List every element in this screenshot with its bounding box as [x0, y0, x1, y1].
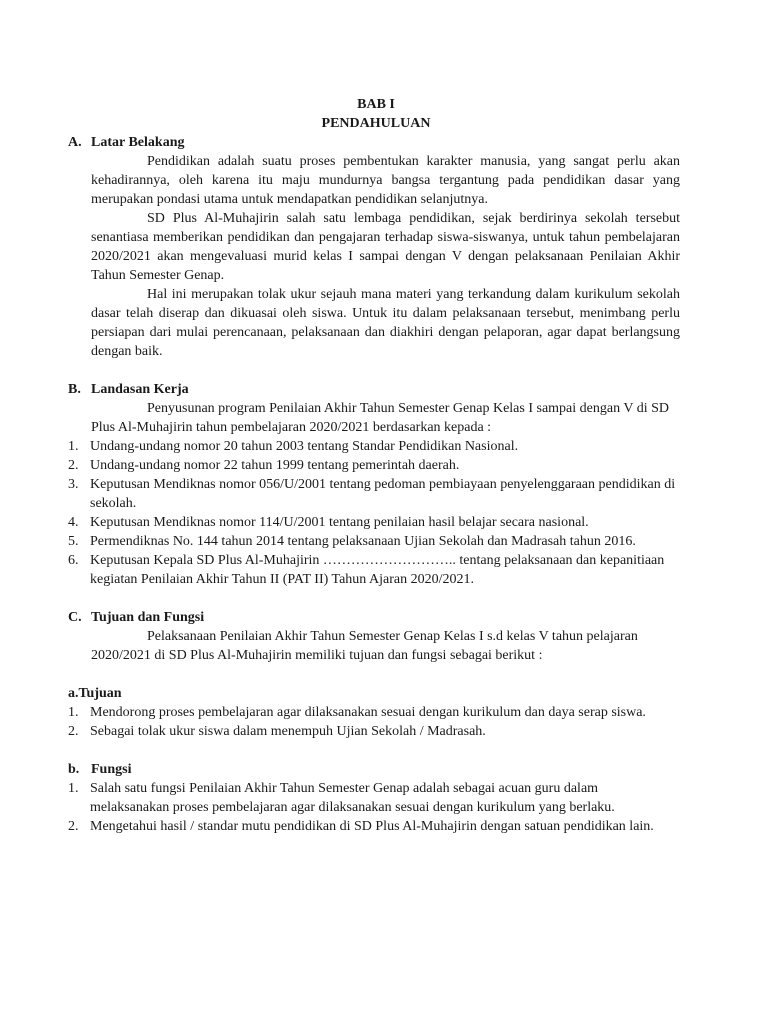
spacer — [68, 589, 680, 608]
list-item: 5. Permendiknas No. 144 tahun 2014 tentang pelaksanaan Ujian Sekolah dan Madrasah tahun 2016. — [68, 534, 636, 549]
fungsi-list — [68, 779, 680, 836]
section-a-heading — [68, 133, 680, 152]
section-a-paragraph-1: Pendidikan adalah suatu proses pembentukan karakter manusia, yang sangat perlu akan kehadirannya, oleh karena itu maju mundurnya bangsa tergantung pada pendidikan dasar yang merupakan pondasi utama untuk mendapatkan pendidikan selanjutnya. — [91, 154, 680, 207]
list-item: 2. Mengetahui hasil / standar mutu pendidikan di SD Plus Al-Muhajirin dengan satuan pendidikan lain. — [68, 819, 654, 834]
spacer — [68, 361, 680, 380]
list-item: 1. Undang-undang nomor 20 tahun 2003 tentang Standar Pendidikan Nasional. — [68, 439, 519, 454]
chapter-number: BAB I — [357, 97, 395, 112]
landasan-list — [68, 437, 680, 589]
section-a-paragraph-3: Hal ini merupakan tolak ukur sejauh mana materi yang terkandung dalam kurikulum sekolah dasar telah diserap dan dikuasai oleh siswa. Untuk itu dalam pelaksanaan tersebut, menimbang perlu persiapan dari mulai perencanaan, pelaksanaan dan diakhiri dengan pelaporan, agar dapat berlangsung dengan baik. — [91, 287, 680, 359]
fungsi-heading — [68, 760, 680, 779]
tujuan-list — [68, 703, 680, 741]
tujuan-heading: a.Tujuan — [68, 686, 122, 701]
section-c-intro: Pelaksanaan Penilaian Akhir Tahun Semester Genap Kelas I s.d kelas V tahun pelajaran 2020/2021 di SD Plus Al-Muhajirin memiliki tujuan dan fungsi sebagai berikut : — [91, 629, 638, 663]
list-item: 6. Keputusan Kepala SD Plus Al-Muhajirin ……………………….. tentang pelaksanaan dan kepanitiaan kegiatan Penilaian Akhir Tahun II (PAT II) Tahun Ajaran 2020/2021. — [68, 553, 665, 587]
chapter-title: PENDAHULUAN — [321, 116, 431, 131]
list-item: 1. Salah satu fungsi Penilaian Akhir Tahun Semester Genap adalah sebagai acuan guru dalam melaksanakan proses pembelajaran agar dilaksanakan sesuai dengan kurikulum yang berlaku. — [68, 781, 615, 815]
spacer — [68, 665, 680, 684]
section-c-heading — [68, 608, 680, 627]
section-b-intro: Penyusunan program Penilaian Akhir Tahun Semester Genap Kelas I sampai dengan V di SD Plus Al-Muhajirin tahun pembelajaran 2020/2021 berdasarkan kepada : — [91, 401, 669, 435]
section-b-heading — [68, 380, 680, 399]
section-a-title: Latar Belakang — [91, 135, 185, 150]
list-item: 4. Keputusan Mendiknas nomor 114/U/2001 tentang penilaian hasil belajar secara nasional. — [68, 515, 589, 530]
list-item: 2. Sebagai tolak ukur siswa dalam menempuh Ujian Sekolah / Madrasah. — [68, 724, 486, 739]
list-item: 3. Keputusan Mendiknas nomor 056/U/2001 tentang pedoman pembiayaan penyelenggaraan pendidikan di sekolah. — [68, 477, 676, 511]
section-c-title: Tujuan dan Fungsi — [91, 610, 205, 625]
section-b-title: Landasan Kerja — [91, 382, 189, 397]
section-b-label: B. — [68, 382, 81, 397]
fungsi-title: Fungsi — [91, 762, 132, 777]
list-item: 2. Undang-undang nomor 22 tahun 1999 tentang pemerintah daerah. — [68, 458, 460, 473]
fungsi-label: b. — [68, 762, 80, 777]
section-c-label: C. — [68, 610, 82, 625]
section-a-paragraph-2: SD Plus Al-Muhajirin salah satu lembaga pendidikan, sejak berdirinya sekolah tersebut senantiasa memberikan pendidikan dan pengajaran terhadap siswa-siswanya, untuk tahun pembelajaran 2020/2021 akan mengevaluasi murid kelas I sampai dengan V dengan pelaksanaan Penilaian Akhir Tahun Semester Genap. — [91, 211, 680, 283]
section-a-label: A. — [68, 135, 82, 150]
list-item: 1. Mendorong proses pembelajaran agar dilaksanakan sesuai dengan kurikulum dan daya serap siswa. — [68, 705, 646, 720]
spacer — [68, 741, 680, 760]
